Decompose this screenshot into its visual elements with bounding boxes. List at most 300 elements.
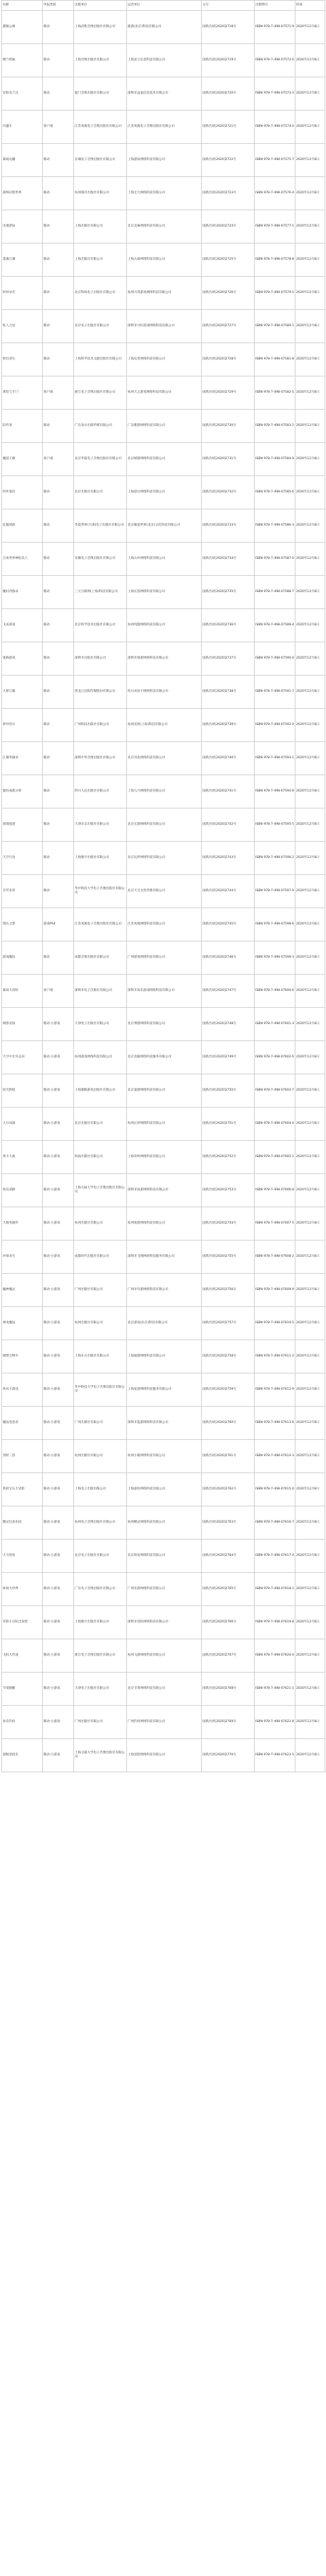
table-row bbox=[2, 144, 325, 177]
approval-number-cell: 国新出审[2020]2744号 bbox=[202, 875, 255, 908]
publisher-cell: 北京电子出版社有限公司 bbox=[74, 310, 127, 343]
operator-cell: 杭州兴茂游戏网络科技有限公司 bbox=[127, 277, 202, 310]
table-row bbox=[2, 543, 325, 576]
publisher-cell: 天津电子出版社有限公司 bbox=[74, 1673, 127, 1706]
category-cell: 移动 bbox=[43, 808, 74, 842]
date-cell: 2020年12月8日 bbox=[295, 576, 325, 609]
approval-number-cell: 国新出审[2020]2726号 bbox=[202, 277, 255, 310]
isbn-cell: ISBN 978-7-498-07618-1 bbox=[255, 1573, 295, 1606]
approval-number-cell: 国新出审[2020]2754号 bbox=[202, 1207, 255, 1241]
category-cell: 移动 bbox=[43, 543, 74, 576]
table-row bbox=[2, 210, 325, 243]
approval-number-cell: 国新出审[2020]2766号 bbox=[202, 1606, 255, 1639]
approval-number-cell: 国新出审[2020]2757号 bbox=[202, 1307, 255, 1340]
publisher-cell: 杭州出版社有限公司 bbox=[74, 1207, 127, 1241]
publisher-cell: 天津电子出版社有限公司 bbox=[74, 1008, 127, 1041]
operator-cell: 北京河北网络科技有限公司 bbox=[127, 742, 202, 775]
column-header-isbn: 出版物号 bbox=[255, 1, 295, 11]
date-cell: 2020年12月8日 bbox=[295, 875, 325, 908]
game-name-cell: 迷路游戏 bbox=[2, 642, 43, 676]
isbn-cell: ISBN 978-7-498-07622-8 bbox=[255, 1706, 295, 1739]
column-header-publisher: 出版单位 bbox=[74, 1, 127, 11]
game-name-cell: 城堡宝物中 bbox=[2, 1340, 43, 1373]
table-row bbox=[2, 1373, 325, 1407]
date-cell: 2020年12月8日 bbox=[295, 111, 325, 144]
operator-cell: 上海游泳网络科技有限公司 bbox=[127, 144, 202, 177]
date-cell: 2020年12月8日 bbox=[295, 277, 325, 310]
publisher-cell: 杭州出版社有限公司 bbox=[74, 1440, 127, 1473]
operator-cell: 杭州精灵网络科技有限公司 bbox=[127, 1506, 202, 1540]
approval-number-cell: 国新出审[2020]2723号 bbox=[202, 177, 255, 210]
isbn-cell: ISBN 978-7-498-07590-0 bbox=[255, 642, 295, 676]
game-name-cell: 魔道王朝 bbox=[2, 443, 43, 476]
operator-cell: 北京壹霖网络科技服务有限公司 bbox=[127, 1041, 202, 1074]
operator-cell: 杭州纯游网络科技有限公司 bbox=[127, 609, 202, 642]
approval-number-cell: 国新出审[2020]2718号 bbox=[202, 11, 255, 44]
date-cell: 2020年12月8日 bbox=[295, 1041, 325, 1074]
table-row bbox=[2, 77, 325, 111]
isbn-cell: ISBN 978-7-498-07581-8 bbox=[255, 343, 295, 376]
category-cell: 移动·小游戏 bbox=[43, 1241, 74, 1274]
table-row bbox=[2, 1241, 325, 1274]
isbn-cell: ISBN 978-7-498-07576-4 bbox=[255, 177, 295, 210]
game-name-cell: 射出消失 bbox=[2, 343, 43, 376]
category-cell: 移动 bbox=[43, 177, 74, 210]
table-row bbox=[2, 476, 325, 509]
operator-cell: 广州钓鱼网络科技有限公司 bbox=[127, 1706, 202, 1739]
game-name-cell: 现在之梦 bbox=[2, 908, 43, 941]
approval-number-cell: 国新出审[2020]2749号 bbox=[202, 1041, 255, 1074]
operator-cell: 深圳市飞翔网络科技服务有限公司 bbox=[127, 1241, 202, 1274]
date-cell: 2020年12月8日 bbox=[295, 908, 325, 941]
game-name-cell: 墨驰江湖 bbox=[2, 243, 43, 277]
approval-number-cell: 国新出审[2020]2729号 bbox=[202, 376, 255, 410]
approval-number-cell: 国新出审[2020]2750号 bbox=[202, 1074, 255, 1108]
isbn-cell: ISBN 978-7-498-07612-9 bbox=[255, 1373, 295, 1407]
isbn-cell: ISBN 978-7-498-07599-3 bbox=[255, 941, 295, 975]
category-cell: 移动 bbox=[43, 676, 74, 709]
approval-number-cell: 国新出审[2020]2725号 bbox=[202, 243, 255, 277]
category-cell: 移动 bbox=[43, 77, 74, 111]
isbn-cell: ISBN 978-7-498-07584-9 bbox=[255, 443, 295, 476]
operator-cell: 北京玩伴网络科技有限公司 bbox=[127, 842, 202, 875]
publisher-cell: 长城电子音像出版社有限公司 bbox=[74, 144, 127, 177]
publisher-cell: 上海出版社有限公司 bbox=[74, 210, 127, 243]
publisher-cell: 上海音像出版社有限公司 bbox=[74, 44, 127, 77]
operator-cell: 上海星游网络科技服务有限公司 bbox=[127, 1373, 202, 1407]
approval-number-cell: 国新出审[2020]2763号 bbox=[202, 1506, 255, 1540]
game-name-cell: 勇斗大战 bbox=[2, 1141, 43, 1174]
operator-cell: 北京博游网络科技有限公司 bbox=[127, 1008, 202, 1041]
isbn-cell: ISBN 978-7-498-07598-6 bbox=[255, 908, 295, 941]
operator-cell: 广东酷游网络科技有限公司 bbox=[127, 410, 202, 443]
category-cell: 移动 bbox=[43, 144, 74, 177]
operator-cell: 北京雁宴世界(北京)文化科技有限公司 bbox=[127, 509, 202, 543]
isbn-cell: ISBN 978-7-498-07605-1 bbox=[255, 1141, 295, 1174]
approval-number-cell: 国新出审[2020]2765号 bbox=[202, 1573, 255, 1606]
approval-number-cell: 国新出审[2020]2745号 bbox=[202, 908, 255, 941]
publisher-cell: 华夏世界(天津)电子出版社有限公司 bbox=[74, 509, 127, 543]
date-cell: 2020年12月8日 bbox=[295, 144, 325, 177]
game-name-cell: 快乐小游戏 bbox=[2, 1373, 43, 1407]
operator-cell: 深圳市益盈信息技术有限公司 bbox=[127, 77, 202, 111]
category-cell: 移动 bbox=[43, 243, 74, 277]
table-row bbox=[2, 709, 325, 742]
category-cell: 移动·小游戏 bbox=[43, 1407, 74, 1440]
category-cell: 移动·小游戏 bbox=[43, 1074, 74, 1108]
isbn-cell: ISBN 978-7-498-07589-4 bbox=[255, 609, 295, 642]
category-cell: 移动 bbox=[43, 742, 74, 775]
approval-table bbox=[1, 0, 325, 1772]
table-row bbox=[2, 376, 325, 410]
table-row bbox=[2, 1207, 325, 1241]
game-name-cell: 快乐消除 bbox=[2, 1174, 43, 1207]
table-row bbox=[2, 1074, 325, 1108]
publisher-cell: 上海数字出版社有限公司 bbox=[74, 1606, 127, 1639]
publisher-cell: 安徽电子音像出版社有限公司 bbox=[74, 543, 127, 576]
category-cell: 移动 bbox=[43, 410, 74, 443]
approval-number-cell: 国新出审[2020]2734号 bbox=[202, 543, 255, 576]
game-name-cell: 漫漫爱游 bbox=[2, 808, 43, 842]
isbn-cell: ISBN 978-7-498-07611-2 bbox=[255, 1340, 295, 1373]
game-name-cell: 闪避车 bbox=[2, 111, 43, 144]
isbn-cell: ISBN 978-7-498-07580-1 bbox=[255, 310, 295, 343]
isbn-cell: ISBN 978-7-498-07583-2 bbox=[255, 410, 295, 443]
isbn-cell: ISBN 978-7-498-07623-5 bbox=[255, 1739, 295, 1772]
isbn-cell: ISBN 978-7-498-07621-1 bbox=[255, 1673, 295, 1706]
approval-number-cell: 国新出审[2020]2743号 bbox=[202, 842, 255, 875]
category-cell: 客户端 bbox=[43, 975, 74, 1008]
approval-number-cell: 国新出审[2020]2741号 bbox=[202, 775, 255, 808]
isbn-cell: ISBN 978-7-498-07592-4 bbox=[255, 709, 295, 742]
isbn-cell: ISBN 978-7-498-07617-4 bbox=[255, 1540, 295, 1573]
approval-number-cell: 国新出审[2020]2759号 bbox=[202, 1373, 255, 1407]
isbn-cell: ISBN 978-7-498-07614-3 bbox=[255, 1440, 295, 1473]
isbn-cell: ISBN 978-7-498-07606-8 bbox=[255, 1174, 295, 1207]
column-header-name: 名称 bbox=[2, 1, 43, 11]
operator-cell: 上海长笛网络科技有限公司 bbox=[127, 576, 202, 609]
publisher-cell: 深圳市出版社有限公司 bbox=[74, 642, 127, 676]
isbn-cell: ISBN 978-7-498-07579-5 bbox=[255, 277, 295, 310]
category-cell: 移动·小游戏 bbox=[43, 1274, 74, 1307]
category-cell: 移动·小游戏 bbox=[43, 1041, 74, 1074]
table-row bbox=[2, 1739, 325, 1772]
date-cell: 2020年12月8日 bbox=[295, 1506, 325, 1540]
table-row bbox=[2, 642, 325, 676]
table-row bbox=[2, 1141, 325, 1174]
operator-cell: 江苏凤凰网络科技有限公司 bbox=[127, 908, 202, 941]
table-row bbox=[2, 975, 325, 1008]
category-cell: 移动 bbox=[43, 310, 74, 343]
approval-number-cell: 国新出审[2020]2719号 bbox=[202, 44, 255, 77]
category-cell: 移动·小游戏 bbox=[43, 1739, 74, 1772]
publisher-cell: 成都音像出版社有限公司 bbox=[74, 941, 127, 975]
operator-cell: 北京萌宠网络科技有限公司 bbox=[127, 1540, 202, 1573]
operator-cell: 杭州后羿网络科技有限公司 bbox=[127, 1108, 202, 1141]
publisher-cell: 厦门音像出版社有限公司 bbox=[74, 77, 127, 111]
table-row bbox=[2, 1008, 325, 1041]
operator-cell: 北京美味网络科技有限公司 bbox=[127, 210, 202, 243]
approval-number-cell: 国新出审[2020]2767号 bbox=[202, 1639, 255, 1673]
table-row bbox=[2, 576, 325, 609]
operator-cell: 杭州飞游网络科技有限公司 bbox=[127, 1639, 202, 1673]
table-row bbox=[2, 1639, 325, 1673]
approval-number-cell: 国新出审[2020]2751号 bbox=[202, 1108, 255, 1141]
table-row bbox=[2, 842, 325, 875]
isbn-cell: ISBN 978-7-498-07619-8 bbox=[255, 1606, 295, 1639]
approval-number-cell: 国新出审[2020]2736号 bbox=[202, 609, 255, 642]
publisher-cell: 海南出版社有限公司 bbox=[74, 1141, 127, 1174]
date-cell: 2020年12月8日 bbox=[295, 1141, 325, 1174]
approval-number-cell: 国新出审[2020]2769号 bbox=[202, 1706, 255, 1739]
publisher-cell: 上海出版社有限公司 bbox=[74, 243, 127, 277]
column-header-approval-number: 文号 bbox=[202, 1, 255, 11]
publisher-cell: 上海交通大学电子音像出版社有限公司 bbox=[74, 1739, 127, 1772]
date-cell: 2020年12月8日 bbox=[295, 1207, 325, 1241]
approval-number-cell: 国新出审[2020]2760号 bbox=[202, 1407, 255, 1440]
isbn-cell: ISBN 978-7-498-07604-4 bbox=[255, 1108, 295, 1141]
category-cell: 移动·小游戏 bbox=[43, 1307, 74, 1340]
date-cell: 2020年12月8日 bbox=[295, 1573, 325, 1606]
date-cell: 2020年12月8日 bbox=[295, 376, 325, 410]
date-cell: 2020年12月8日 bbox=[295, 1274, 325, 1307]
operator-cell: 江苏凤凰电子音像出版社有限公司 bbox=[127, 111, 202, 144]
column-header-operator: 运营单位 bbox=[127, 1, 202, 11]
category-cell: 移动 bbox=[43, 277, 74, 310]
publisher-cell: 四川人民出版社有限公司 bbox=[74, 775, 127, 808]
table-row bbox=[2, 243, 325, 277]
column-header-category: 申报类别 bbox=[43, 1, 74, 11]
approval-number-cell: 国新出审[2020]2770号 bbox=[202, 1739, 255, 1772]
date-cell: 2020年12月8日 bbox=[295, 1174, 325, 1207]
category-cell: 移动 bbox=[43, 11, 74, 44]
publisher-cell: 上海猫熊游戏出版社有限公司 bbox=[74, 1074, 127, 1108]
table-row bbox=[2, 111, 325, 144]
isbn-cell: ISBN 978-7-498-07620-4 bbox=[255, 1639, 295, 1673]
isbn-cell: ISBN 978-7-498-07609-9 bbox=[255, 1274, 295, 1307]
game-name-cell: 京华来者 bbox=[2, 875, 43, 908]
publisher-cell: 深圳市电子出版社有限公司 bbox=[74, 975, 127, 1008]
game-name-cell: 旧传说 bbox=[2, 410, 43, 443]
table-header-row bbox=[2, 1, 325, 11]
table-row bbox=[2, 875, 325, 908]
date-cell: 2020年12月8日 bbox=[295, 11, 325, 44]
category-cell: 移动·小游戏 bbox=[43, 1141, 74, 1174]
date-cell: 2020年12月8日 bbox=[295, 1241, 325, 1274]
game-name-cell: 冲锋求生 bbox=[2, 1241, 43, 1274]
table-row bbox=[2, 310, 325, 343]
game-name-cell: 别样三消 bbox=[2, 1440, 43, 1473]
approval-number-cell: 国新出审[2020]2768号 bbox=[202, 1673, 255, 1706]
table-row bbox=[2, 941, 325, 975]
category-cell: 移动 bbox=[43, 941, 74, 975]
approval-number-cell: 国新出审[2020]2742号 bbox=[202, 808, 255, 842]
isbn-cell: ISBN 978-7-498-07616-7 bbox=[255, 1506, 295, 1540]
operator-cell: 上海奇妙网络科技有限公司 bbox=[127, 1141, 202, 1174]
publisher-cell: 江苏凤凰电子音像出版社有限公司 bbox=[74, 111, 127, 144]
operator-cell: 鹿游(北京)科技有限公司 bbox=[127, 11, 202, 44]
operator-cell: 广州乐游网络科技有限公司 bbox=[127, 1573, 202, 1606]
table-row bbox=[2, 676, 325, 709]
category-cell: 移动 bbox=[43, 875, 74, 908]
isbn-cell: ISBN 978-7-498-07585-6 bbox=[255, 476, 295, 509]
date-cell: 2020年12月8日 bbox=[295, 1108, 325, 1141]
game-name-cell: 刺客帝国 bbox=[2, 1008, 43, 1041]
date-cell: 2020年12月8日 bbox=[295, 1606, 325, 1639]
table-row bbox=[2, 11, 325, 44]
date-cell: 2020年12月8日 bbox=[295, 1407, 325, 1440]
publisher-cell: 三元互联网(上海)科技有限公司 bbox=[74, 576, 127, 609]
table-row bbox=[2, 1706, 325, 1739]
game-name-cell: 大梦江湖 bbox=[2, 676, 43, 709]
game-name-cell: 魔法连连看 bbox=[2, 1407, 43, 1440]
approval-number-cell: 国新出审[2020]2762号 bbox=[202, 1473, 255, 1506]
publisher-cell: 北京科海电子出版社有限公司 bbox=[74, 277, 127, 310]
date-cell: 2020年12月8日 bbox=[295, 1074, 325, 1108]
isbn-cell: ISBN 978-7-498-07597-9 bbox=[255, 875, 295, 908]
game-name-cell: 大地英雄传 bbox=[2, 1207, 43, 1241]
table-row bbox=[2, 1041, 325, 1074]
date-cell: 2020年12月8日 bbox=[295, 509, 325, 543]
game-name-cell: 魔幻西游录 bbox=[2, 576, 43, 609]
category-cell: 移动·小游戏 bbox=[43, 1639, 74, 1673]
approval-number-cell: 国新出审[2020]2728号 bbox=[202, 343, 255, 376]
category-cell: 移动 bbox=[43, 709, 74, 742]
publisher-cell: 广州出版社有限公司 bbox=[74, 1407, 127, 1440]
game-name-cell: 神龙魔法 bbox=[2, 1307, 43, 1340]
isbn-cell: ISBN 978-7-498-07577-1 bbox=[255, 210, 295, 243]
date-cell: 2020年12月8日 bbox=[295, 1440, 325, 1473]
date-cell: 2020年12月8日 bbox=[295, 742, 325, 775]
operator-cell: 杭州小鹿网络科技有限公司 bbox=[127, 1440, 202, 1473]
isbn-cell: ISBN 978-7-498-07593-1 bbox=[255, 742, 295, 775]
approval-number-cell: 国新出审[2020]2733号 bbox=[202, 509, 255, 543]
isbn-cell: ISBN 978-7-498-07596-2 bbox=[255, 842, 295, 875]
isbn-cell: ISBN 978-7-498-07575-7 bbox=[255, 144, 295, 177]
table-row bbox=[2, 1340, 325, 1373]
category-cell: 移动 bbox=[43, 642, 74, 676]
approval-number-cell: 国新出审[2020]2739号 bbox=[202, 709, 255, 742]
category-cell: 移动·小游戏 bbox=[43, 1373, 74, 1407]
date-cell: 2020年12月8日 bbox=[295, 410, 325, 443]
operator-cell: 上海山中网络科技有限公司 bbox=[127, 543, 202, 576]
approval-number-cell: 国新出审[2020]2755号 bbox=[202, 1241, 255, 1274]
table-row bbox=[2, 1506, 325, 1540]
table-row bbox=[2, 1174, 325, 1207]
category-cell: 移动 bbox=[43, 509, 74, 543]
column-header-date: 时间 bbox=[295, 1, 325, 11]
table-row bbox=[2, 1108, 325, 1141]
publisher-cell: 北京出版社有限公司 bbox=[74, 1108, 127, 1141]
operator-cell: 广州游戏网络科技有限公司 bbox=[127, 941, 202, 975]
operator-cell: 上海宏大网络科技有限公司 bbox=[127, 177, 202, 210]
approval-number-cell: 国新出审[2020]2746号 bbox=[202, 941, 255, 975]
approval-number-cell: 国新出审[2020]2753号 bbox=[202, 1174, 255, 1207]
publisher-cell: 黑龙江出版传媒股份有限公司 bbox=[74, 676, 127, 709]
isbn-cell: ISBN 978-7-498-07594-8 bbox=[255, 775, 295, 808]
publisher-cell: 华中科技大学电子音像出版社有限公司 bbox=[74, 875, 127, 908]
approval-number-cell: 国新出审[2020]2721号 bbox=[202, 111, 255, 144]
operator-cell: 上海消消网络科技有限公司 bbox=[127, 1739, 202, 1772]
publisher-cell: 杭州都市出版社有限公司 bbox=[74, 177, 127, 210]
isbn-cell: ISBN 978-7-498-07578-8 bbox=[255, 243, 295, 277]
date-cell: 2020年12月8日 bbox=[295, 1307, 325, 1340]
table-row bbox=[2, 1673, 325, 1706]
date-cell: 2020年12月8日 bbox=[295, 676, 325, 709]
table-row bbox=[2, 908, 325, 941]
publisher-cell: 上海武胜音像出版社有限公司 bbox=[74, 11, 127, 44]
approval-number-cell: 国新出审[2020]2748号 bbox=[202, 1008, 255, 1041]
date-cell: 2020年12月8日 bbox=[295, 1673, 325, 1706]
operator-cell: 上海驰游网络科技有限公司 bbox=[127, 1340, 202, 1373]
approval-number-cell: 国新出审[2020]2761号 bbox=[202, 1440, 255, 1473]
operator-cell: 上海玩者网络科技有限公司 bbox=[127, 343, 202, 376]
category-cell: 移动·小游戏 bbox=[43, 1606, 74, 1639]
isbn-cell: ISBN 978-7-498-07587-0 bbox=[255, 543, 295, 576]
publisher-cell: 广州出版社有限公司 bbox=[74, 1274, 127, 1307]
publisher-cell: 成都时代出版社有限公司 bbox=[74, 1241, 127, 1274]
date-cell: 2020年12月8日 bbox=[295, 310, 325, 343]
operator-cell: 深圳市迷游网络科技有限公司 bbox=[127, 642, 202, 676]
category-cell: 移动·小游戏 bbox=[43, 1706, 74, 1739]
approval-number-cell: 国新出审[2020]2764号 bbox=[202, 1540, 255, 1573]
publisher-cell: 北京出版社有限公司 bbox=[74, 476, 127, 509]
date-cell: 2020年12月8日 bbox=[295, 44, 325, 77]
publisher-cell: 北京电子出版社有限公司 bbox=[74, 1540, 127, 1573]
game-name-cell: 大小闯荡 bbox=[2, 1108, 43, 1141]
game-name-cell: 暴雨大冒险 bbox=[2, 975, 43, 1008]
game-name-cell: 精灵狂欢乐园 bbox=[2, 1506, 43, 1540]
date-cell: 2020年12月8日 bbox=[295, 709, 325, 742]
game-name-cell: 欢乐钓鱼 bbox=[2, 1706, 43, 1739]
category-cell: 客户端 bbox=[43, 111, 74, 144]
game-name-cell: 那里与专门 bbox=[2, 376, 43, 410]
date-cell: 2020年12月8日 bbox=[295, 1373, 325, 1407]
approval-number-cell: 国新出审[2020]2756号 bbox=[202, 1274, 255, 1307]
operator-cell: 北京天宝文化传媒有限公司 bbox=[127, 875, 202, 908]
isbn-cell: ISBN 978-7-498-07610-5 bbox=[255, 1307, 295, 1340]
game-name-cell: 四叶童话 bbox=[2, 476, 43, 509]
operator-cell: 深圳市欢乐游戏网络科技有限公司 bbox=[127, 975, 202, 1008]
game-name-cell: 游戏魔法 bbox=[2, 941, 43, 975]
game-name-cell: 出塞游泳 bbox=[2, 210, 43, 243]
date-cell: 2020年12月8日 bbox=[295, 343, 325, 376]
table-row bbox=[2, 410, 325, 443]
date-cell: 2020年12月8日 bbox=[295, 476, 325, 509]
publisher-cell: 广州出版社有限公司 bbox=[74, 1706, 127, 1739]
date-cell: 2020年12月8日 bbox=[295, 77, 325, 111]
category-cell: 移动·小游戏 bbox=[43, 1340, 74, 1373]
approval-number-cell: 国新出审[2020]2737号 bbox=[202, 642, 255, 676]
date-cell: 2020年12月8日 bbox=[295, 775, 325, 808]
table-row bbox=[2, 1573, 325, 1606]
game-name-cell: 合欢世界神仙美人 bbox=[2, 543, 43, 576]
publisher-cell: 江苏凤凰电子音像出版社有限公司 bbox=[74, 908, 127, 941]
table-row bbox=[2, 277, 325, 310]
date-cell: 2020年12月8日 bbox=[295, 1540, 325, 1573]
isbn-cell: ISBN 978-7-498-07571-9 bbox=[255, 11, 295, 44]
operator-cell: 杭州悦游网络科技有限公司 bbox=[127, 1207, 202, 1241]
operator-cell: 上海九月网络科技有限公司 bbox=[127, 775, 202, 808]
date-cell: 2020年12月8日 bbox=[295, 243, 325, 277]
operator-cell: 上海游侠网络科技有限公司 bbox=[127, 1473, 202, 1506]
game-name-cell: 江湖英雄录 bbox=[2, 742, 43, 775]
table-row bbox=[2, 509, 325, 543]
date-cell: 2020年12月8日 bbox=[295, 543, 325, 576]
date-cell: 2020年12月8日 bbox=[295, 842, 325, 875]
category-cell: 客户端 bbox=[43, 443, 74, 476]
table-row bbox=[2, 1540, 325, 1573]
